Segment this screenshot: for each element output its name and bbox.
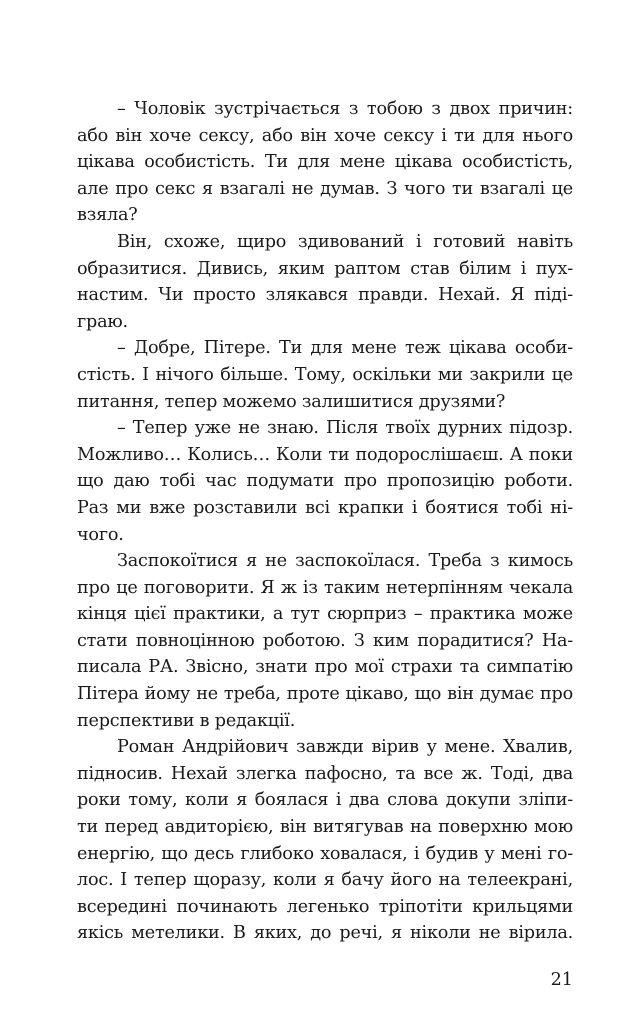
- text-line: – Чоловік зустрічається з тобою з двох причин:: [117, 99, 573, 119]
- paragraph-dialogue-friends: [77, 335, 573, 415]
- text-line: Роман Андрійович завжди вірив у мене. Хвалив,: [117, 737, 573, 758]
- text-line: що даю тобі час подумати про пропозицію роботи.: [77, 471, 573, 492]
- text-line: всередині починають легенько тріпотіти крильцями: [77, 896, 573, 917]
- page-number: 21: [550, 970, 573, 990]
- text-line: про це поговорити. Я ж із таким нетерпінням чекала: [77, 577, 573, 598]
- text-line: або він хоче сексу, або він хоче сексу і ти для нього: [77, 125, 573, 146]
- text-line: граю.: [77, 311, 128, 332]
- paragraph-dialogue-peter-reasons: [77, 96, 573, 229]
- text-line: підносив. Нехай злегка пафосно, та все ж. Тоді, два: [77, 763, 573, 784]
- text-line: Раз ми вже розставили всі крапки і боятися тобі ні-: [77, 497, 573, 518]
- paragraph-narration-roman: [77, 734, 573, 947]
- text-line: чого.: [77, 524, 124, 545]
- text-line: стість. І нічого більше. Тому, оскільки ми закрили це: [77, 364, 573, 385]
- paragraph-narration-surprised: [77, 229, 573, 335]
- text-line: Заспокоїтися я не заспокоїлася. Треба з кимось: [117, 551, 573, 572]
- paragraph-narration-advice: [77, 548, 573, 734]
- text-line: Він, схоже, щиро здивований і готовий навіть: [117, 231, 573, 252]
- text-line: енергію, що десь глибоко ховалася, і будив у мені го-: [77, 843, 573, 864]
- text-line: писала РА. Звісно, знати про мої страхи та симпатію: [77, 657, 573, 678]
- book-page-body: [77, 96, 573, 947]
- text-line: але про секс я взагалі не думав. З чого ти взагалі це: [77, 178, 573, 199]
- text-line: ти перед авдиторією, він витягував на поверхню мою: [77, 817, 573, 838]
- paragraph-dialogue-job-offer: [77, 415, 573, 548]
- text-line: перспективи в редакції.: [77, 710, 296, 731]
- text-line: Пітера йому не треба, проте цікаво, що він думає про: [77, 684, 573, 705]
- text-line: цікава особистість. Ти для мене цікава особистість,: [77, 152, 573, 173]
- text-line: питання, тепер можемо залишитися друзями?: [77, 391, 506, 412]
- text-line: стати повноцінною роботою. З ким порадитися? На-: [77, 630, 573, 651]
- text-line: настим. Чи просто злякався правди. Нехай. Я піді-: [77, 285, 573, 306]
- text-line: взяла?: [77, 205, 138, 226]
- text-line: якісь метелики. В яких, до речі, я ніколи не вірила.: [77, 923, 573, 944]
- text-line: кінця цієї практики, а тут сюрприз – практика може: [77, 604, 573, 625]
- text-line: Можливо… Колись… Коли ти подорослішаєш. А поки: [77, 444, 573, 465]
- text-line: образитися. Дивись, яким раптом став білим і пух-: [77, 258, 573, 279]
- text-line: – Добре, Пітере. Ти для мене теж цікава особи-: [117, 338, 573, 359]
- text-line: лос. І тепер щоразу, коли я бачу його на телеекрані,: [77, 870, 573, 891]
- text-line: – Тепер уже не знаю. Після твоїх дурних підозр.: [117, 418, 573, 439]
- text-line: роки тому, коли я боялася і два слова докупи зліпи-: [77, 790, 573, 811]
